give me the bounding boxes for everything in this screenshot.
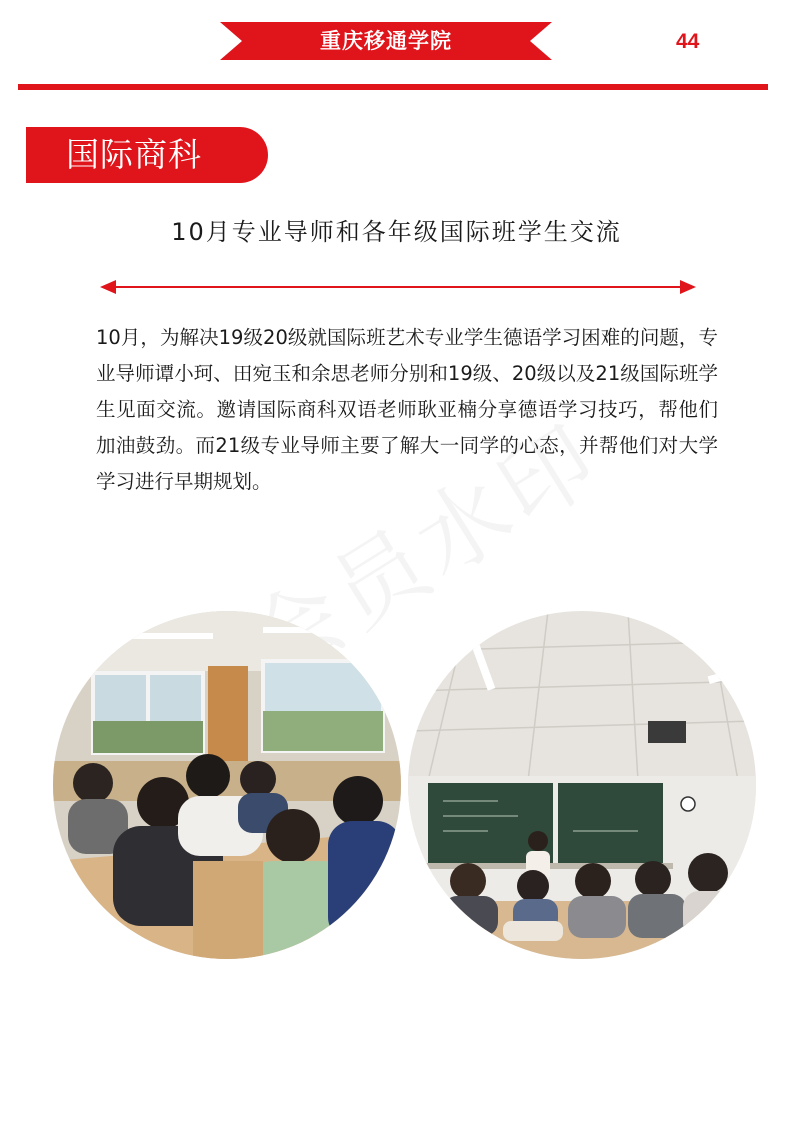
- arrow-right-icon: [680, 280, 696, 294]
- section-tab: [26, 127, 268, 183]
- arrow-left-icon: [100, 280, 116, 294]
- article-headline: 10月专业导师和各年级国际班学生交流: [171, 218, 622, 246]
- header-divider: [18, 84, 768, 90]
- article-body: 10月，为解决19级20级就国际班艺术专业学生德语学习困难的问题，专业导师谭小珂、田宛玉和余思老师分别和19级、20级以及21级国际班学生见面交流。邀请国际商科双语老师耿亚楠分享德语学习技巧，帮他们加油鼓劲。而21级专业导师主要了解大一同学的心态，并帮他们对大学学习进行早期规划。: [96, 326, 718, 493]
- photo-students-classroom: [53, 611, 401, 959]
- double-arrow-divider: [100, 276, 696, 298]
- school-banner: [220, 22, 552, 60]
- school-name: 重庆移通学院: [320, 28, 452, 53]
- section-title: 国际商科: [66, 135, 202, 174]
- photo-teacher-blackboard: [408, 611, 756, 959]
- page-number: 44: [676, 30, 700, 53]
